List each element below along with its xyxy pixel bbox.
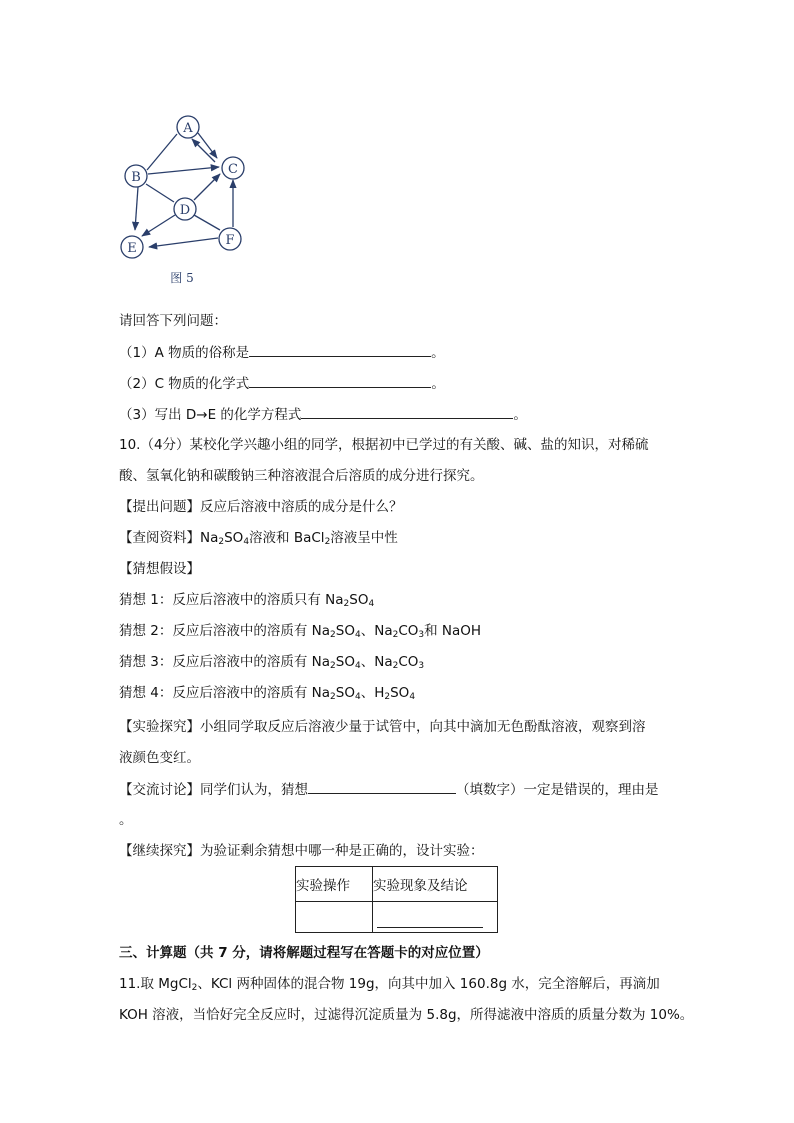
guess-3-text: 猜想 3：反应后溶液中的溶质有 Na [119, 654, 331, 670]
ref-bacl: 溶液和 BaCl [249, 530, 325, 546]
experiment-table [295, 866, 498, 933]
guess-4 [119, 684, 415, 706]
so: SO [335, 654, 355, 670]
sub-4: 4 [354, 630, 361, 640]
sub-4: 4 [243, 537, 250, 547]
separator: 、 [360, 623, 375, 639]
so: SO [349, 592, 369, 608]
guess-1-text: 猜想 1：反应后溶液中的溶质只有 Na [119, 592, 344, 608]
discussion-line [119, 780, 659, 799]
answer-blank-1[interactable] [249, 343, 431, 357]
q11-text-b: 、KCl 两种固体的混合物 19g，向其中加入 160.8g 水，完全溶解后，再滴加 [197, 976, 660, 992]
question-2 [119, 374, 445, 393]
experiment-line1: 【实验探究】小组同学取反应后溶液少量于试管中，向其中滴加无色酚酞溶液，观察到溶 [119, 719, 646, 735]
so: SO [335, 623, 355, 639]
sub-2: 2 [330, 661, 336, 671]
ask-question: 【提出问题】反应后溶液中溶质的成分是什么？ [119, 499, 403, 515]
sub-4: 4 [354, 692, 361, 702]
so: SO [335, 685, 355, 701]
guess-1 [119, 591, 374, 613]
discussion-text-a: 【交流讨论】同学们认为，猜想 [119, 782, 308, 798]
node-c-label: C [228, 162, 238, 177]
sub-2: 2 [392, 630, 399, 640]
separator: 、 [360, 685, 375, 701]
node-f-label: F [225, 233, 235, 248]
table-header-result: 实验现象及结论 [373, 867, 498, 902]
table-cell-operation[interactable] [296, 902, 373, 933]
reference-line [119, 529, 398, 551]
sub-2: 2 [218, 537, 225, 547]
edge-f-e [149, 238, 218, 247]
q11-line1 [119, 975, 660, 997]
figure-caption: 图 5 [170, 271, 194, 285]
table-header-operation: 实验操作 [296, 867, 373, 902]
edge-b-e [135, 187, 138, 230]
sub-2: 2 [330, 692, 336, 702]
experiment-line2: 液颜色变红。 [119, 750, 200, 766]
sub-4: 4 [409, 692, 416, 702]
answer-blank-guess[interactable] [308, 780, 456, 794]
question-1 [119, 343, 445, 362]
sub-3: 3 [418, 630, 425, 640]
guess-2-text: 猜想 2：反应后溶液中的溶质有 Na [119, 623, 331, 639]
co: CO [398, 654, 419, 670]
separator: 、 [360, 654, 375, 670]
node-a-label: A [183, 121, 193, 136]
answer-blank-3[interactable] [301, 405, 513, 419]
so: SO [390, 685, 410, 701]
continue-line: 【继续探究】为验证剩余猜想中哪一种是正确的，设计实验： [119, 843, 484, 859]
node-d-label: D [179, 203, 191, 218]
sub-2: 2 [384, 692, 391, 702]
question-1-period: 。 [431, 345, 445, 361]
sub-4: 4 [368, 599, 375, 609]
reaction-diagram-svg [112, 112, 262, 292]
q10-line2: 酸、氢氧化钠和碳酸钠三种溶液混合后溶质的成分进行探究。 [119, 468, 484, 484]
ref-so: SO [224, 530, 244, 546]
q10-line1: 10.（4分）某校化学兴趣小组的同学，根据初中已学过的有关酸、碱、盐的知识，对稀硫 [119, 437, 649, 453]
node-b-label: B [131, 170, 141, 185]
ref-neutral: 溶液呈中性 [330, 530, 398, 546]
and-naoh: 和 NaOH [424, 623, 482, 639]
question-1-text: （1）A 物质的俗称是 [119, 345, 250, 361]
question-2-text: （2）C 物质的化学式 [119, 376, 250, 392]
question-3-text-a: （3）写出 D [119, 407, 197, 423]
edge-d-f [194, 215, 220, 230]
edge-b-c [148, 167, 219, 174]
sub-3: 3 [418, 661, 425, 671]
guess-3: 猜想 3：反应后溶液中的溶质有 $Na_2SO_4$、$Na_2CO_3$ [119, 654, 425, 671]
discussion-text-b: （填数字）一定是错误的，理由是 [456, 782, 659, 798]
prompt-line: 请回答下列问题： [119, 313, 227, 329]
hypothesis-heading: 【猜想假设】 [119, 561, 200, 577]
sub-2: 2 [191, 983, 198, 993]
table-cell-result[interactable] [373, 902, 498, 933]
h: H [374, 685, 385, 701]
sub-2: 2 [392, 661, 399, 671]
reaction-diagram [112, 112, 262, 292]
question-3-period: 。 [513, 407, 527, 423]
question-3 [119, 405, 527, 424]
ref-na: 【查阅资料】Na [119, 530, 219, 546]
answer-blank-2[interactable] [249, 374, 431, 388]
edge-d-c [194, 174, 220, 200]
question-3-text-b: E 的化学方程式 [207, 407, 302, 423]
co: CO [398, 623, 419, 639]
sub-2: 2 [343, 599, 350, 609]
guess-2: 猜想 2：反应后溶液中的溶质有 $Na_2SO_4$、$Na_2CO_3$和 NaOH [119, 623, 482, 640]
question-2-period: 。 [431, 376, 445, 392]
q11-text-a: 11.取 MgCl [119, 976, 192, 992]
edge-d-e [142, 215, 175, 236]
sub-2: 2 [330, 630, 336, 640]
sub-4: 4 [354, 661, 361, 671]
sub-2: 2 [324, 537, 331, 547]
edge-b-d [146, 184, 174, 202]
section-3-heading: 三、计算题（共 7 分，请将解题过程写在答题卡的对应位置） [119, 945, 489, 961]
guess-4-text: 猜想 4：反应后溶液中的溶质有 Na [119, 685, 331, 701]
q11-line2: KOH 溶液，当恰好完全反应时，过滤得沉淀质量为 5.8g，所得滤液中溶质的质量分数为 10%。 [119, 1007, 694, 1023]
node-e-label: E [127, 241, 137, 256]
discussion-end: 。 [119, 812, 133, 828]
arrow-icon: → [196, 407, 208, 423]
edge-b-a [147, 134, 177, 170]
